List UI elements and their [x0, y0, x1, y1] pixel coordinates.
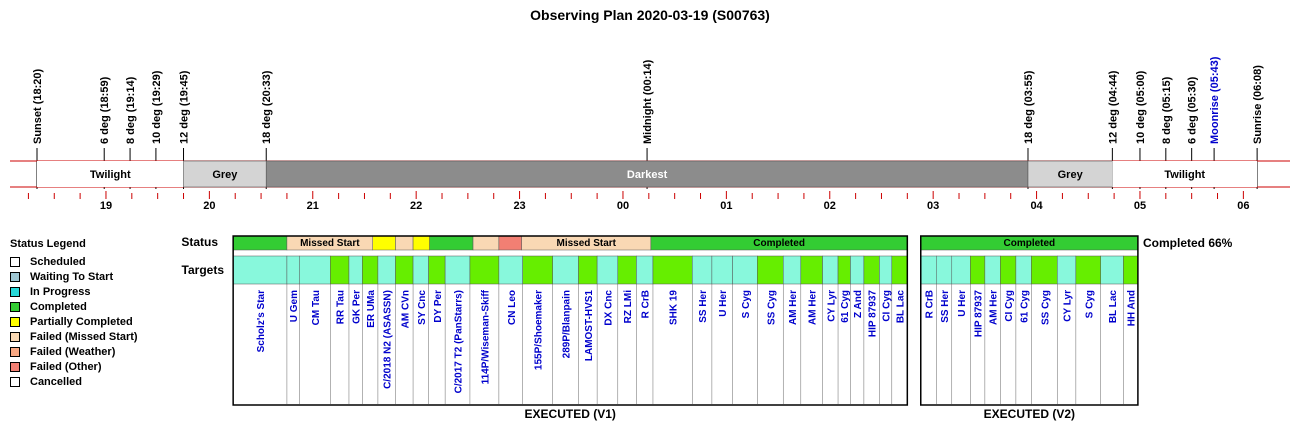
sky-band-label: Twilight	[89, 169, 131, 181]
target-name: BL Lac	[1108, 290, 1120, 324]
target-name: 61 Cyg	[840, 290, 852, 323]
target-bar	[330, 256, 349, 284]
status-row-label: Status	[181, 235, 218, 249]
legend-swatch	[10, 302, 20, 312]
target-bar	[1123, 256, 1137, 284]
sky-band-label: Twilight	[1164, 169, 1206, 181]
status-segment-label: Missed Start	[300, 238, 360, 249]
event-label: 6 deg (05:30)	[1186, 76, 1199, 144]
target-name: SS Her	[940, 290, 952, 323]
target-name: SS Cyg	[1040, 290, 1052, 326]
target-name: 155P/Shoemaker	[533, 290, 545, 371]
legend-item	[10, 269, 138, 284]
legend-swatch	[10, 362, 20, 372]
legend-swatch	[10, 347, 20, 357]
target-name: AM Her	[788, 290, 800, 326]
target-name: CI Cyg	[881, 290, 893, 322]
target-name: CI Cyg	[1004, 290, 1016, 322]
targets-row-label: Targets	[181, 263, 224, 277]
status-segment-label: Missed Start	[556, 238, 616, 249]
target-name: AM CVn	[400, 290, 412, 329]
target-bar	[892, 256, 908, 284]
sky-band-label: Grey	[212, 169, 238, 181]
event-label: Moonrise (05:43)	[1209, 56, 1222, 144]
legend-swatch	[10, 257, 20, 267]
legend-label: Scheduled	[30, 255, 86, 268]
legend-item	[10, 374, 138, 389]
legend-label: In Progress	[30, 285, 91, 298]
status-segment-completed	[233, 236, 287, 250]
legend-label: Failed (Missed Start)	[30, 330, 138, 343]
target-bar	[579, 256, 598, 284]
status-segment-partial	[373, 236, 396, 250]
target-name: SS Cyg	[766, 290, 778, 326]
target-bar	[1101, 256, 1124, 284]
event-label: 6 deg (18:59)	[99, 76, 112, 144]
target-name: 114P/Wiseman-Skiff	[480, 290, 492, 385]
legend-label: Completed	[30, 300, 87, 313]
target-name: U Gem	[289, 290, 301, 323]
target-bar	[1000, 256, 1016, 284]
sky-band-label: Darkest	[626, 169, 668, 181]
target-bar	[712, 256, 733, 284]
target-name: HIP 87937	[973, 290, 985, 338]
target-name: DX Cnc	[603, 290, 615, 326]
target-bar	[553, 256, 579, 284]
target-bar	[287, 256, 299, 284]
target-bar	[299, 256, 330, 284]
target-bar	[783, 256, 801, 284]
legend-item	[10, 254, 138, 269]
target-bar	[1057, 256, 1076, 284]
target-name: SS Her	[698, 290, 710, 323]
executed-blocks	[233, 236, 1138, 421]
hour-tick-label: 02	[823, 200, 836, 212]
block-label: EXECUTED (V1)	[524, 407, 616, 421]
target-bar	[879, 256, 891, 284]
legend-title: Status Legend	[10, 238, 86, 250]
target-bar	[395, 256, 413, 284]
hour-tick-label: 01	[720, 200, 733, 212]
event-label: Sunrise (06:08)	[1252, 65, 1265, 144]
legend-label: Failed (Weather)	[30, 345, 116, 358]
hour-tick-label: 21	[306, 200, 319, 212]
hour-tick-label: 23	[513, 200, 526, 212]
target-name: S Cyg	[1084, 290, 1096, 319]
target-bar	[429, 256, 446, 284]
target-name: Z And	[853, 290, 865, 318]
event-label: 10 deg (05:00)	[1134, 70, 1147, 144]
legend-label: Partially Completed	[30, 315, 133, 328]
status-segment-partial	[413, 236, 430, 250]
legend-item	[10, 314, 138, 329]
status-segment-failed_missed	[395, 236, 413, 250]
target-name: 61 Cyg	[1019, 290, 1031, 323]
target-name: ER UMa	[366, 290, 378, 328]
target-name: HH And	[1126, 290, 1138, 327]
target-name: DY Per	[432, 290, 444, 323]
event-label: 10 deg (19:29)	[150, 70, 163, 144]
target-name: U Her	[718, 290, 730, 317]
target-name: AM Her	[988, 290, 1000, 326]
target-name: U Her	[957, 290, 969, 317]
target-name: CY Lyr	[1062, 290, 1074, 322]
target-name: Scholz's Star	[256, 290, 268, 353]
target-bar	[378, 256, 396, 284]
target-bar	[1031, 256, 1057, 284]
target-bar	[362, 256, 378, 284]
event-label: 8 deg (05:15)	[1160, 76, 1173, 144]
legend-swatch	[10, 377, 20, 387]
target-bar	[838, 256, 850, 284]
status-legend	[10, 238, 138, 389]
target-bar	[801, 256, 823, 284]
target-bar	[692, 256, 712, 284]
hour-tick-label: 20	[203, 200, 216, 212]
target-name: CN Leo	[506, 290, 518, 325]
target-bar	[1016, 256, 1032, 284]
legend-item	[10, 359, 138, 374]
legend-label: Failed (Other)	[30, 360, 102, 373]
legend-label: Waiting To Start	[30, 270, 114, 283]
target-name: SHK 19	[668, 290, 680, 326]
target-name: AM Her	[807, 290, 819, 326]
block-label: EXECUTED (V2)	[983, 407, 1076, 421]
legend-items	[10, 254, 138, 389]
target-name: CM Tau	[310, 290, 322, 326]
sky-bands	[10, 161, 1290, 187]
target-name: S Cyg	[740, 290, 752, 319]
target-name: LAMOST-HVS1	[583, 290, 595, 362]
target-bar	[470, 256, 499, 284]
target-bar	[597, 256, 618, 284]
status-segment-completed	[430, 236, 473, 250]
event-label: 12 deg (04:44)	[1107, 70, 1120, 144]
target-name: CY Lyr	[826, 290, 838, 322]
legend-swatch	[10, 272, 20, 282]
status-segment-label: Completed	[1003, 238, 1056, 249]
target-bar	[952, 256, 971, 284]
executed-block	[233, 236, 907, 421]
target-name: SY Cnc	[416, 290, 428, 325]
target-bar	[757, 256, 783, 284]
target-bar	[936, 256, 952, 284]
target-bar	[733, 256, 758, 284]
event-label: Midnight (00:14)	[642, 59, 655, 144]
target-name: C/2018 N2 (ASASSN)	[382, 290, 394, 389]
target-bar	[850, 256, 863, 284]
event-label: Sunset (18:20)	[32, 68, 44, 144]
legend-item	[10, 344, 138, 359]
event-label: 8 deg (19:14)	[125, 76, 138, 144]
hour-tick-label: 00	[616, 200, 630, 212]
status-segment-failed_missed	[473, 236, 499, 250]
hour-tick-label: 05	[1133, 200, 1147, 212]
target-bar	[618, 256, 637, 284]
legend-item	[10, 284, 138, 299]
target-bar	[349, 256, 362, 284]
target-bar	[1076, 256, 1101, 284]
target-name: BL Lac	[895, 290, 907, 324]
status-segment-failed_other	[499, 236, 522, 250]
target-bar	[523, 256, 553, 284]
target-name: 289P/Blanpain	[561, 290, 573, 359]
legend-item	[10, 299, 138, 314]
chart-title: Observing Plan 2020-03-19 (S00763)	[530, 7, 770, 23]
event-label: 18 deg (03:55)	[1022, 70, 1035, 144]
target-bar	[864, 256, 880, 284]
executed-block	[921, 236, 1138, 421]
hour-tick-label: 04	[1030, 200, 1043, 212]
target-name: C/2017 T2 (PanStarrs)	[453, 290, 465, 394]
sky-band-label: Grey	[1057, 169, 1083, 181]
target-bar	[823, 256, 839, 284]
target-bar	[499, 256, 523, 284]
target-bar	[636, 256, 653, 284]
legend-swatch	[10, 317, 20, 327]
target-bar	[653, 256, 692, 284]
target-bar	[413, 256, 429, 284]
event-label: 12 deg (19:45)	[178, 70, 191, 144]
target-name: HIP 87937	[867, 290, 879, 338]
target-name: R CrB	[640, 290, 652, 319]
hour-tick-label: 06	[1237, 200, 1250, 212]
target-name: RZ LMi	[623, 290, 635, 324]
legend-label: Cancelled	[30, 375, 82, 388]
target-bar	[921, 256, 937, 284]
legend-swatch	[10, 332, 20, 342]
target-name: RR Tau	[335, 290, 347, 325]
target-bar	[985, 256, 1001, 284]
completion-percentage: Completed 66%	[1143, 236, 1233, 250]
target-name: R CrB	[924, 290, 936, 319]
hour-axis	[28, 191, 1249, 212]
target-name: GK Per	[351, 290, 363, 324]
target-bar	[445, 256, 470, 284]
hour-tick-label: 03	[927, 200, 940, 212]
legend-swatch	[10, 287, 20, 297]
hour-tick-label: 22	[410, 200, 423, 212]
event-label: 18 deg (20:33)	[261, 70, 274, 144]
target-bar	[233, 256, 287, 284]
status-segment-label: Completed	[753, 238, 805, 249]
legend-item	[10, 329, 138, 344]
target-bar	[970, 256, 984, 284]
hour-tick-label: 19	[99, 200, 113, 212]
